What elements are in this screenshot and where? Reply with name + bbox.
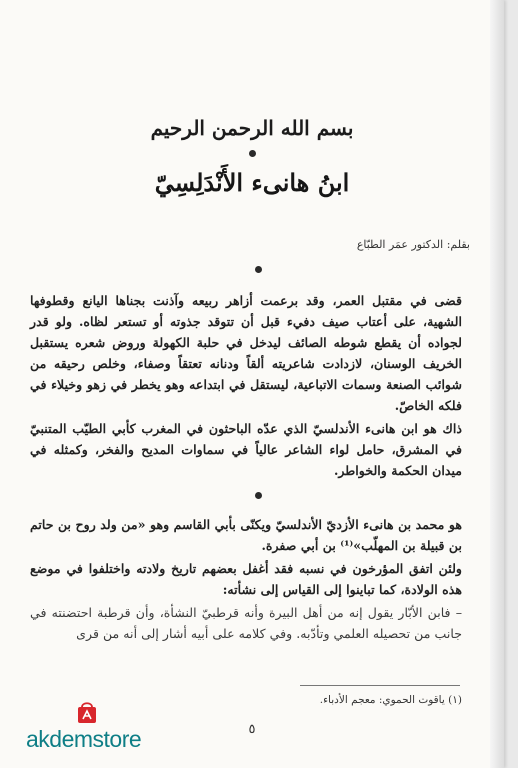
author-line: بقلم: الدكتور عمَر الطبّاع bbox=[356, 238, 470, 251]
article-title: ابنُ هانىء الأَنْدَلِسِيّ bbox=[154, 168, 350, 197]
footnote: (١) ياقوت الحموي: معجم الأدباء. bbox=[319, 694, 462, 706]
shopping-bag-icon bbox=[76, 700, 98, 724]
separator-dot bbox=[255, 492, 262, 499]
separator-dot bbox=[255, 266, 262, 273]
store-logo-text: akdemstore bbox=[26, 726, 142, 752]
footnote-divider bbox=[300, 685, 460, 686]
paragraph-5: – فابن الأبّار يقول إنه من أهل البيرة وأنه قرطبيّ النشأة، وأن قرطبة احتضنته في جانب من تحصيله العلمي وتأدّبه. وفي كلامه على أبيه أشار إلى أنه من قرى bbox=[30, 605, 462, 641]
paragraph-1: قضى في مقتبل العمر، وقد برعمت أزاهر ربيعه وآذنت بجناها اليانع وقطوفها الشهية، على أعتاب صيف دفيء قبل أن تتوقد جذوته أو تستعر لظاه. ولو قدر لجواده أن يقطع شوطه الصائف ليدخل في حلبة الكهولة وروض شعره يستقبل الخريف الوسنان، لازدادت شاعريته ألقاً ودنانه تعتقاً وصفاء، وخلص رحيقه من شوائب الصنعة وسمات الاتباعية، ليستقل في ابتداعه وهو يخطر في زهو وخيلاء في فلكه الخاصّ. bbox=[30, 293, 462, 413]
paragraph-3: هو محمد بن هانىء الأزديّ الأندلسيّ ويكنّى بأبي القاسم وهو «من ولد روح بن حاتم بن قبيلة بن المهلّب»⁽¹⁾ بن أبي صفرة. bbox=[30, 517, 462, 553]
paragraph-2: ذاك هو ابن هانىء الأندلسيّ الذي عدّه الباحثون في المغرب كأبي الطيّب المتنبيّ في المشرق، حامل لواء الشاعر عالياً في سماوات المديح والفخر، وكمثله في ميدان الحكمة والخواطر. bbox=[30, 421, 462, 478]
separator-dot bbox=[249, 150, 256, 157]
store-logo bbox=[26, 700, 186, 750]
page-number: ٥ bbox=[248, 722, 256, 737]
basmala-heading: بسم الله الرحمن الرحيم bbox=[150, 116, 354, 140]
paragraph-4: ولئن اتفق المؤرخون في نسبه فقد أغفل بعضهم تاريخ ولادته واختلفوا في موضع هذه الولادة، كما تباينوا إلى القياس إلى نشأته: bbox=[30, 561, 462, 597]
